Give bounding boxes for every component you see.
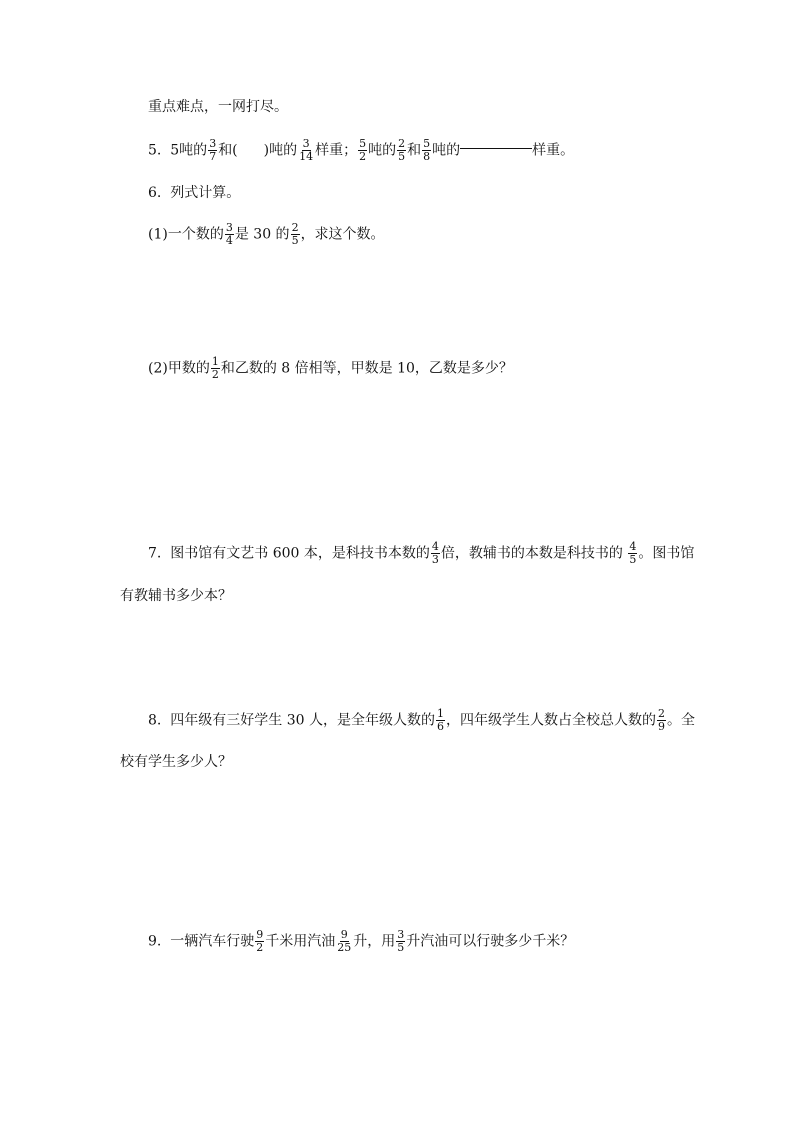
q5-text-6: 和 (407, 142, 422, 159)
q7-text-a: 图书馆有文艺书 600 本，是科技书本数的 (170, 545, 430, 562)
fraction: $\frac{2}{9}$ (657, 707, 665, 733)
q6-p2-text-b: 和乙数的 8 倍相等，甲数是 10，乙数是多少？ (220, 360, 513, 377)
q5-text-3: )吨的 (263, 142, 298, 159)
q6-p1-text-b: 是 30 的 (234, 226, 290, 243)
q6-p1-text-a: (1)一个数的 (148, 226, 224, 243)
fraction: $\frac{2}{5}$ (291, 221, 299, 247)
question-5 (148, 138, 574, 163)
fraction: $\frac{5}{2}$ (359, 137, 367, 163)
fraction: $\frac{3}{5}$ (397, 928, 405, 954)
answer-blank[interactable] (460, 148, 532, 149)
q5-text-2: 和( (218, 142, 238, 159)
fraction: $\frac{2}{5}$ (398, 137, 406, 163)
fraction: $\frac{5}{8}$ (423, 137, 431, 163)
fraction: $\frac{3}{7}$ (209, 137, 217, 163)
question-9 (148, 929, 574, 954)
question-6-title (148, 183, 240, 203)
question-7 (148, 541, 694, 566)
question-8 (148, 708, 695, 733)
question-8-line-2 (120, 752, 232, 772)
q8-text-b: ，四年级学生人数占全校总人数的 (445, 712, 656, 729)
fraction: $\frac{9}{25}$ (337, 928, 352, 954)
q5-text-1: 5吨的 (170, 142, 208, 159)
q6-p1-text-c: ，求这个数。 (300, 226, 385, 243)
question-6-part-1 (148, 222, 385, 247)
question-number: 7. (148, 545, 162, 562)
header-text: 重点难点，一网打尽。 (148, 99, 288, 115)
q5-text-7: 吨的 (432, 142, 461, 159)
q9-text-a: 一辆汽车行驶 (170, 933, 255, 950)
fraction: $\frac{1}{6}$ (436, 707, 444, 733)
q6-title: 列式计算。 (170, 185, 241, 201)
question-number: 5. (148, 142, 162, 159)
q9-text-d: 升汽油可以行驶多少千米？ (406, 933, 575, 950)
fraction: $\frac{1}{2}$ (211, 355, 219, 381)
fraction: $\frac{3}{14}$ (299, 137, 314, 163)
fraction: $\frac{4}{3}$ (431, 540, 439, 566)
q6-p2-text-a: (2)甲数的 (148, 360, 210, 377)
question-6-part-2 (148, 356, 513, 381)
q9-text-b: 千米用汽油 (265, 933, 336, 950)
q8-text-c: 。全 (666, 712, 695, 729)
question-number: 6. (148, 185, 162, 201)
question-7-line-2 (120, 586, 232, 606)
q7-line-2: 有教辅书多少本？ (120, 588, 232, 604)
fraction: $\frac{4}{5}$ (629, 540, 637, 566)
q5-text-5: 吨的 (368, 142, 397, 159)
question-number: 8. (148, 712, 162, 729)
section-header (148, 97, 288, 117)
q8-line-2: 校有学生多少人？ (120, 754, 232, 770)
q9-text-c: 升，用 (353, 933, 396, 950)
q7-text-b: 倍，教辅书的本数是科技书的 (440, 545, 623, 562)
question-number: 9. (148, 933, 162, 950)
fraction: $\frac{9}{2}$ (256, 928, 264, 954)
q8-text-a: 四年级有三好学生 30 人，是全年级人数的 (170, 712, 435, 729)
fraction: $\frac{3}{4}$ (225, 221, 233, 247)
q5-text-4: 样重； (315, 142, 358, 159)
q7-text-c: 。图书馆 (638, 545, 695, 562)
q5-text-8: 样重。 (532, 142, 575, 159)
